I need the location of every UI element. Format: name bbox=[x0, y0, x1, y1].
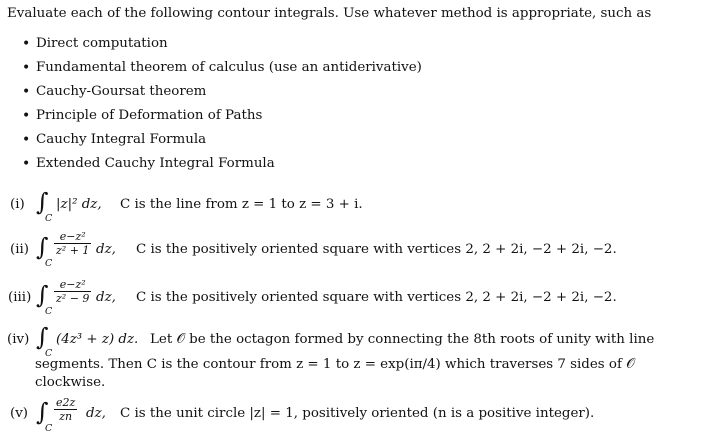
instructions-text: Evaluate each of the following contour integrals. Use whatever method is appropriate, such as bbox=[7, 6, 652, 21]
bullet-icon: • bbox=[22, 84, 31, 100]
bullet-icon: • bbox=[22, 156, 31, 172]
method-label: Cauchy Integral Formula bbox=[36, 132, 207, 147]
fraction-denominator: z² − 9 bbox=[56, 292, 90, 305]
list-item bbox=[20, 82, 422, 106]
list-item bbox=[20, 154, 422, 178]
differential: dz, bbox=[96, 242, 116, 257]
bullet-icon: • bbox=[22, 36, 31, 52]
integral-sign-icon: ∫ bbox=[36, 281, 49, 309]
bullet-icon: • bbox=[22, 60, 31, 76]
problem-label: (v) bbox=[10, 406, 29, 421]
list-item bbox=[20, 106, 422, 130]
integral-sign-icon: ∫ bbox=[36, 188, 49, 216]
integral-sign-icon: ∫ bbox=[36, 323, 49, 351]
list-item bbox=[20, 58, 422, 82]
contour-subscript: C bbox=[45, 306, 53, 317]
fraction-numerator: e−z² bbox=[59, 230, 86, 243]
fraction-denominator: zn bbox=[59, 410, 73, 423]
integral-sign-icon: ∫ bbox=[36, 398, 49, 426]
bullet-icon: • bbox=[22, 108, 31, 124]
fraction-numerator: e−z² bbox=[59, 278, 86, 291]
problem-label: (i) bbox=[10, 197, 25, 212]
method-label: Direct computation bbox=[36, 36, 168, 51]
differential: dz, bbox=[96, 290, 116, 305]
method-label: Fundamental theorem of calculus (use an antiderivative) bbox=[36, 60, 422, 75]
problem-label: (ii) bbox=[10, 242, 30, 257]
integral-sign-icon: ∫ bbox=[36, 233, 49, 261]
method-label: Cauchy-Goursat theorem bbox=[36, 84, 207, 99]
problem-description-line: Let 𝒪 be the octagon formed by connecting the 8th roots of unity with line bbox=[150, 332, 655, 347]
bullet-icon: • bbox=[22, 132, 31, 148]
contour-subscript: C bbox=[45, 423, 53, 434]
method-label: Extended Cauchy Integral Formula bbox=[36, 156, 275, 171]
problem-description: C is the line from z = 1 to z = 3 + i. bbox=[120, 197, 363, 212]
problem-description-line: clockwise. bbox=[35, 375, 106, 390]
contour-subscript: C bbox=[45, 258, 53, 269]
problem-label: (iv) bbox=[7, 332, 30, 347]
fraction bbox=[54, 230, 91, 257]
method-label: Principle of Deformation of Paths bbox=[36, 108, 263, 123]
integrand: (4z³ + z) dz. bbox=[56, 332, 139, 347]
problem-description-line: segments. Then C is the contour from z = 1 to z = exp(iπ/4) which traverses 7 sides of 𝒪 bbox=[35, 357, 635, 372]
contour-subscript: C bbox=[45, 348, 53, 359]
integrand: |z|² dz, bbox=[56, 197, 102, 212]
problem-description: C is the positively oriented square with vertices 2, 2 + 2i, −2 + 2i, −2. bbox=[136, 290, 617, 305]
fraction-denominator: z² + 1 bbox=[56, 244, 90, 257]
methods-list bbox=[20, 34, 422, 178]
list-item bbox=[20, 130, 422, 154]
contour-subscript: C bbox=[45, 213, 53, 224]
fraction bbox=[54, 278, 91, 305]
problem-description: C is the unit circle |z| = 1, positively oriented (n is a positive integer). bbox=[120, 406, 595, 421]
problem-description: C is the positively oriented square with vertices 2, 2 + 2i, −2 + 2i, −2. bbox=[136, 242, 617, 257]
fraction bbox=[54, 396, 77, 423]
problem-label: (iii) bbox=[8, 290, 32, 305]
differential: dz, bbox=[86, 406, 106, 421]
fraction-numerator: e2z bbox=[56, 396, 76, 409]
list-item bbox=[20, 34, 422, 58]
